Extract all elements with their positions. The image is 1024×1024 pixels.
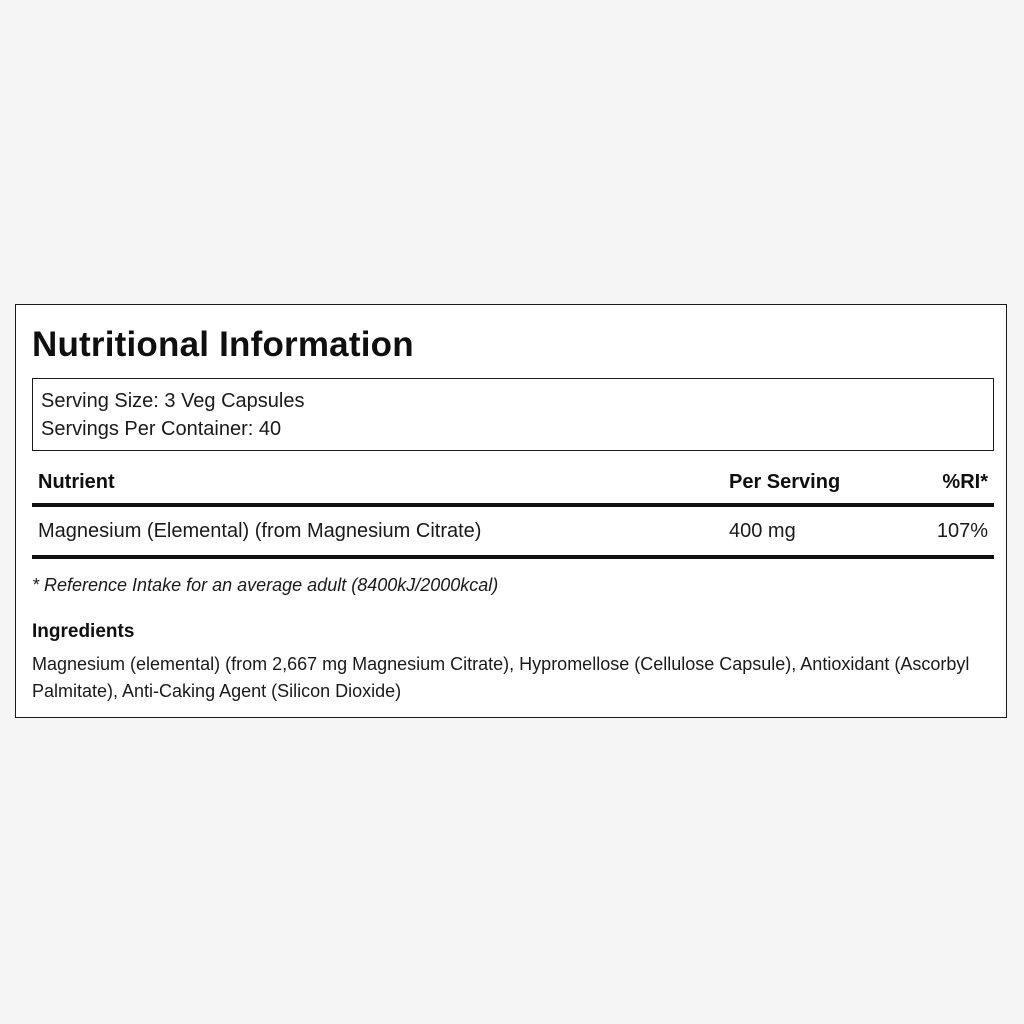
header-nutrient: Nutrient [38, 471, 115, 493]
ingredients-heading: Ingredients [32, 621, 135, 642]
ingredients-text: Magnesium (elemental) (from 2,667 mg Magnesium Citrate), Hypromellose (Cellulose Capsule), Antioxidant (Ascorbyl Palmitate), Anti-Caking Agent (Silicon Dioxide) [32, 654, 970, 701]
header-ri: %RI* [942, 471, 988, 493]
serving-info-box [32, 378, 994, 451]
nutrient-ri: 107% [936, 520, 988, 542]
serving-size: Serving Size: 3 Veg Capsules [41, 390, 305, 412]
nutrient-per-serving: 400 mg [729, 520, 796, 542]
nutrient-table [32, 463, 994, 559]
table-row [32, 507, 994, 559]
reference-intake-footnote: * Reference Intake for an average adult (8400kJ/2000kcal) [32, 575, 499, 595]
nutrient-name: Magnesium (Elemental) (from Magnesium Citrate) [38, 520, 482, 542]
table-header-row [32, 463, 994, 507]
header-per-serving: Per Serving [729, 471, 841, 493]
nutrition-panel [15, 304, 1007, 718]
servings-per-container: Servings Per Container: 40 [41, 418, 282, 440]
page-title: Nutritional Information [32, 325, 414, 364]
